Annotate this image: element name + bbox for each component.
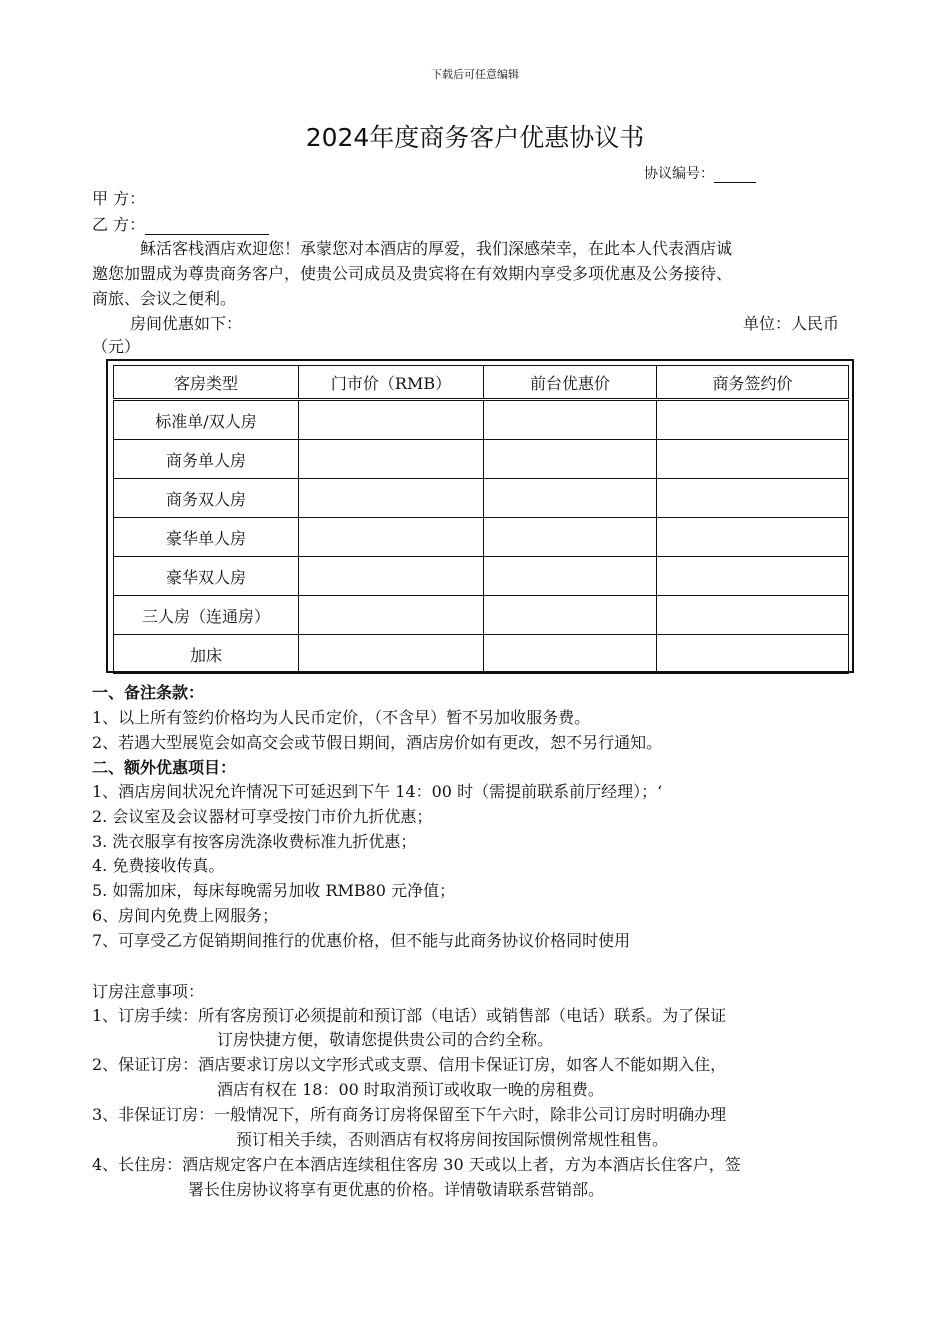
- party-b-label: 乙 方：: [92, 215, 146, 234]
- booking-heading: 订房注意事项：: [92, 982, 205, 1001]
- price-cell: [657, 635, 849, 674]
- table-row: [114, 440, 849, 479]
- intro-line-1: 稣活客栈酒店欢迎您！承蒙您对本酒店的厚爱，我们深感荣幸，在此本人代表酒店诚: [140, 239, 733, 258]
- party-b: [92, 212, 269, 235]
- extras-item-3: 3. 洗衣服享有按客房洗涤收费标准九折优惠；: [92, 832, 417, 851]
- extras-item-7: 7、可享受乙方促销期间推行的优惠价格，但不能与此商务协议价格同时使用: [92, 931, 631, 950]
- table-row: [114, 479, 849, 518]
- booking-item-3-line-2: 预订相关手续，否则酒店有权将房间按国际惯例常规性租售。: [236, 1130, 669, 1149]
- price-cell: [299, 635, 484, 674]
- price-cell: [657, 400, 849, 440]
- room-type-cell: 加床: [114, 635, 299, 674]
- price-cell: [657, 479, 849, 518]
- party-a-label: 甲 方：: [92, 189, 146, 208]
- price-cell: [299, 440, 484, 479]
- booking-item-2-line-2: 酒店有权在 18：00 时取消预订或收取一晚的房租费。: [217, 1080, 604, 1099]
- extras-item-5: 5. 如需加床，每床每晚需另加收 RMB80 元净值；: [92, 881, 456, 900]
- room-price-table: [113, 365, 849, 674]
- booking-item-1-line-1: 1、订房手续：所有客房预订必须提前和预订部（电话）或销售部（电话）联系。为了保证: [92, 1006, 727, 1025]
- room-type-cell: 商务单人房: [114, 440, 299, 479]
- table-row: [114, 518, 849, 557]
- extras-item-4: 4. 免费接收传真。: [92, 856, 225, 875]
- price-cell: [657, 557, 849, 596]
- agreement-number-label: 协议编号：: [644, 166, 714, 182]
- header-rack-rate: 门市价（RMB）: [299, 366, 484, 400]
- room-type-cell: 豪华单人房: [114, 518, 299, 557]
- room-type-cell: 豪华双人房: [114, 557, 299, 596]
- price-cell: [484, 596, 657, 635]
- header-front-desk-rate: 前台优惠价: [484, 366, 657, 400]
- header-contract-rate: 商务签约价: [657, 366, 849, 400]
- table-row: [114, 400, 849, 440]
- intro-line-3: 商旅、会议之便利。: [92, 289, 237, 308]
- extras-heading: 二、额外优惠项目：: [92, 758, 237, 777]
- booking-item-4-line-1: 4、长住房：酒店规定客户在本酒店连续租住客房 30 天或以上者，方为本酒店长住客户，签: [92, 1155, 741, 1174]
- table-row: [114, 557, 849, 596]
- price-cell: [484, 400, 657, 440]
- booking-item-2-line-1: 2、保证订房：酒店要求订房以文字形式或支票、信用卡保证订房，如客人不能如期入住，: [92, 1055, 727, 1074]
- room-offer-label: 房间优惠如下：: [130, 314, 243, 333]
- remarks-heading: 一、备注条款：: [92, 683, 205, 702]
- extras-item-2: 2. 会议室及会议器材可享受按门市价九折优惠；: [92, 807, 433, 826]
- booking-item-1-line-2: 订房快捷方便，敬请您提供贵公司的合约全称。: [217, 1030, 554, 1049]
- booking-item-3-line-1: 3、非保证订房：一般情况下，所有商务订房将保留至下午六时，除非公司订房时明确办理: [92, 1105, 727, 1124]
- unit-label: 单位：人民币: [743, 314, 840, 333]
- price-cell: [657, 596, 849, 635]
- price-cell: [657, 518, 849, 557]
- price-cell: [299, 596, 484, 635]
- price-cell: [299, 557, 484, 596]
- agreement-number: [644, 163, 756, 183]
- agreement-number-blank: [714, 182, 756, 183]
- remarks-item-2: 2、若遇大型展览会如高交会或节假日期间，酒店房价如有更改，恕不另行通知。: [92, 733, 663, 752]
- header-room-type: 客房类型: [114, 366, 299, 400]
- table-row: [114, 635, 849, 674]
- remarks-item-1: 1、以上所有签约价格均为人民币定价，（不含早）暂不另加收服务费。: [92, 708, 591, 727]
- intro-line-2: 邀您加盟成为尊贵商务客户，使贵公司成员及贵宾将在有效期内享受多项优惠及公务接待、: [92, 264, 733, 283]
- price-cell: [484, 635, 657, 674]
- price-cell: [484, 479, 657, 518]
- room-type-cell: 标准单/双人房: [114, 400, 299, 440]
- price-cell: [484, 518, 657, 557]
- page-title: 2024年度商务客户优惠协议书: [305, 123, 645, 152]
- price-cell: [299, 400, 484, 440]
- table-row: [114, 596, 849, 635]
- price-cell: [657, 440, 849, 479]
- extras-item-1: 1、酒店房间状况允许情况下可延迟到下午 14：00 时（需提前联系前厅经理）；‘: [92, 782, 663, 801]
- table-header-row: [114, 366, 849, 400]
- price-cell: [484, 557, 657, 596]
- header-note: 下载后可任意编辑: [431, 68, 519, 81]
- booking-item-4-line-2: 署长住房协议将享有更优惠的价格。详情敬请联系营销部。: [188, 1180, 605, 1199]
- unit-suffix: （元）: [92, 337, 141, 356]
- price-cell: [299, 518, 484, 557]
- room-type-cell: 商务双人房: [114, 479, 299, 518]
- extras-item-6: 6、房间内免费上网服务；: [92, 906, 279, 925]
- price-cell: [299, 479, 484, 518]
- party-b-blank: [145, 220, 269, 235]
- room-type-cell: 三人房（连通房）: [114, 596, 299, 635]
- price-cell: [484, 440, 657, 479]
